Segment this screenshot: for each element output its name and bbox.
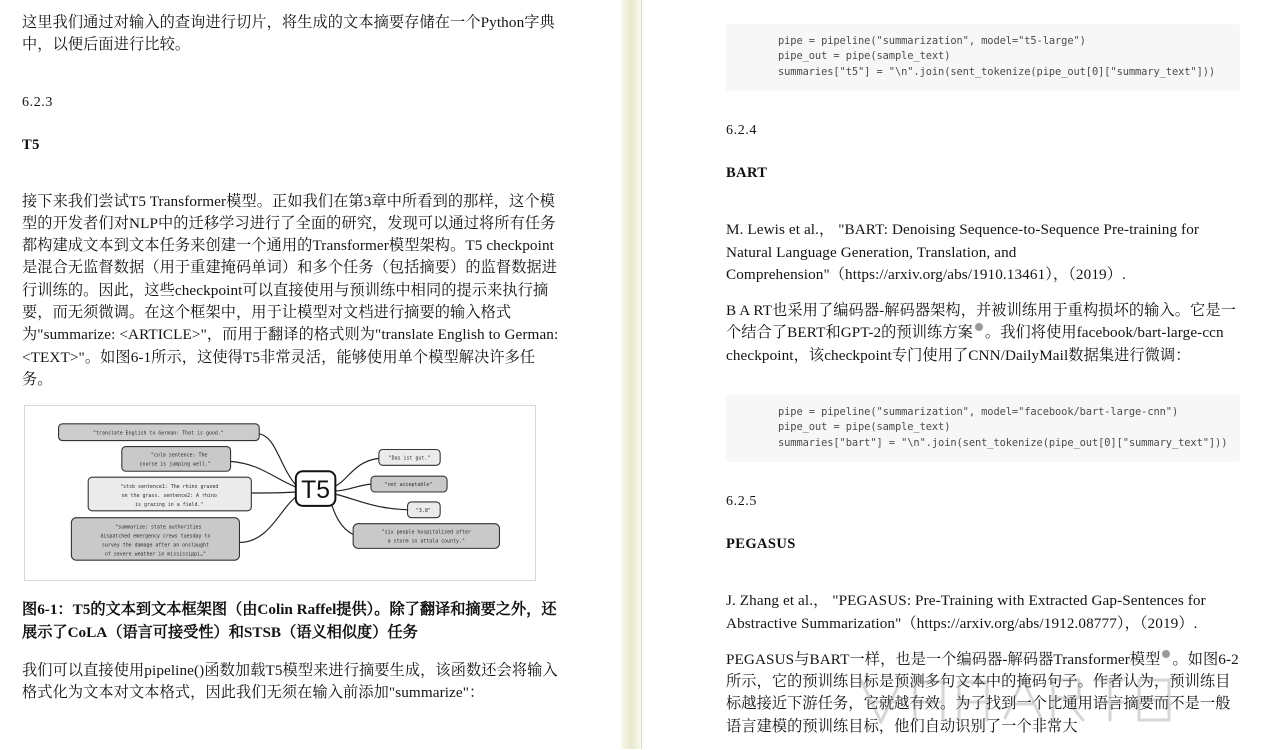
code-line: pipe = pipeline("summarization", model="t5-large") [778, 35, 1086, 47]
bart-paragraph-part1: B A RT也采用了编码器-解码器架构，并被训练用于重构损坏的输入。它是一个结合了BERT和GPT-2的预训练方案 [726, 302, 1236, 342]
footnote-marker-icon [975, 323, 983, 331]
spacer [22, 113, 560, 135]
svg-text:"six people hospitalized after: "six people hospitalized after [381, 529, 471, 536]
spacer [22, 71, 560, 93]
svg-text:"stsb sentence1: The rhino gra: "stsb sentence1: The rhino grazed [120, 484, 219, 491]
t5-description-paragraph: 接下来我们尝试T5 Transformer模型。正如我们在第3章中所看到的那样，这个模型的开发者们对NLP中的迁移学习进行了全面的研究，发现可以通过将所有任务都构建成文本到文本任务来创建一个通用的Transformer模型架构。T5 checkpoint是混合无监督数据（用于重建掩码单词）和多个任务（包括摘要）的监督数据进行训练的。因此，这些checkpoint可以直接使用与预训练中相同的提示来执行摘要，而无须微调。在这个框架中，用于让模型对文档进行摘要的输入格式为"summarize: <ARTICLE>"，而用于翻译的格式则为"translate English to German: <TEXT>"。如图6-1所示，这使得T5非常灵活，能够使用单个模型解决许多任务。 [22, 192, 559, 388]
footnote-marker-icon [1162, 650, 1170, 658]
svg-text:survey the damage after an ons: survey the damage after an onslaught [101, 542, 209, 549]
pegasus-citation: J. Zhang et al.， "PEGASUS: Pre-Training with Extracted Gap-Sentences for Abstractive Summarization"（https://arxiv.org/abs/1912.08777），（2019）. [726, 592, 1206, 632]
svg-text:"cola sentence: The: "cola sentence: The [150, 452, 208, 459]
figure-node-input-translate [59, 424, 260, 441]
spacer [726, 197, 1240, 219]
svg-text:"3.8": "3.8" [415, 508, 431, 515]
spacer [726, 381, 1240, 395]
left-page-column [0, 0, 620, 749]
intro-paragraph: 这里我们通过对输入的查询进行切片，将生成的文本摘要存储在一个Python字典中，以便后面进行比较。 [22, 14, 555, 54]
code-line: pipe_out = pipe(sample_text) [778, 50, 951, 63]
svg-text:on the grass. sentence2: A rhi: on the grass. sentence2: A rhino [121, 493, 217, 500]
book-spine-gutter [620, 0, 642, 749]
spacer [726, 462, 1240, 492]
section-title-t5: T5 [22, 136, 40, 153]
code-line: summaries["t5"] = "\n".join(sent_tokenize(pipe_out[0]["summary_text"])) [778, 65, 1216, 78]
figure-6-1-t5-text-to-text-framework [24, 405, 536, 581]
code-line: pipe_out = pipe(sample_text) [778, 421, 951, 434]
svg-text:of severe weather in mississip: of severe weather in mississippi…" [104, 551, 206, 558]
section-number-624: 6.2.4 [726, 123, 757, 139]
spacer [726, 512, 1240, 534]
figure-caption-6-1: 图6-1：T5的文本到文本框架图（由Colin Raffel提供）。除了翻译和摘要之外，还展示了CoLA（语言可接受性）和STSB（语义相似度）任务 [22, 601, 557, 641]
pipeline-paragraph: 我们可以直接使用pipeline()函数加载T5模型来进行摘要生成，该函数还会将输入格式化为文本对文本格式，因此我们无须在输入前添加"summarize"： [22, 662, 558, 702]
code-line: pipe = pipeline("summarization", model="facebook/bart-large-cnn") [778, 406, 1179, 418]
spacer [726, 10, 1240, 24]
section-number-625: 6.2.5 [726, 494, 757, 510]
spacer [726, 91, 1240, 121]
figure-node-output-six-people [353, 524, 499, 549]
pegasus-paragraph-part2: 。如图6-2所示，它的预训练目标是预测多句文本中的掩码句子。作者认为，预训练目标越接近下游任务，它就越有效。为了找到一个比通用语言摘要而不是一般语言建模的预训练目标，他们自动识别了一个非常大 [726, 650, 1239, 735]
svg-text:"summarize: state authorities: "summarize: state authorities [115, 524, 202, 531]
spacer [726, 568, 1240, 590]
bart-paragraph-part2: 。我们将使用facebook/bart-large-ccn checkpoint，该checkpoint专门使用了CNN/DailyMail数据集进行微调： [726, 324, 1224, 364]
section-number-623: 6.2.3 [22, 94, 53, 110]
svg-text:"not acceptable": "not acceptable" [384, 482, 433, 489]
figure-node-t5-center [296, 472, 336, 507]
svg-text:course is jumping well.": course is jumping well." [139, 461, 211, 468]
spacer [726, 141, 1240, 163]
pegasus-paragraph-part1: PEGASUS与BART一样，也是一个编码器-解码器Transformer模型 [726, 650, 1161, 668]
figure-node-output-not-acceptable [371, 476, 447, 492]
section-title-bart: BART [726, 165, 768, 182]
svg-text:T5: T5 [301, 477, 331, 505]
code-block-bart-pipeline [726, 395, 1240, 462]
svg-text:is grazing in a field.": is grazing in a field." [135, 502, 204, 509]
pegasus-description-paragraph [726, 649, 1240, 738]
bart-description-paragraph [726, 300, 1240, 367]
bart-citation: M. Lewis et al.， "BART: Denoising Sequence-to-Sequence Pre-training for Natural Language Generation, Translation, and Comprehension"（https://arxiv.org/abs/1910.13461），（2019）. [726, 221, 1200, 283]
svg-text:dispatched emergency crews tue: dispatched emergency crews tuesday to [100, 533, 211, 540]
code-line: summaries["bart"] = "\n".join(sent_tokenize(pipe_out[0]["summary_text"])) [778, 436, 1228, 449]
svg-text:"translate English to German:: "translate English to German: That is good." [92, 430, 224, 437]
right-page-column [642, 0, 1268, 749]
svg-text:a storm in attala county.": a storm in attala county." [387, 538, 465, 545]
figure-connectors-output [330, 459, 407, 535]
section-title-pegasus: PEGASUS [726, 536, 796, 553]
figure-node-output-score [408, 502, 441, 518]
code-block-t5-pipeline [726, 24, 1240, 91]
figure-node-input-summarize [71, 518, 239, 561]
svg-text:"Das ist gut.": "Das ist gut." [388, 455, 431, 462]
spacer [22, 169, 560, 191]
figure-node-output-das-ist-gut [379, 450, 440, 466]
figure-node-input-stsb [88, 477, 251, 511]
figure-node-input-cola [122, 447, 231, 472]
